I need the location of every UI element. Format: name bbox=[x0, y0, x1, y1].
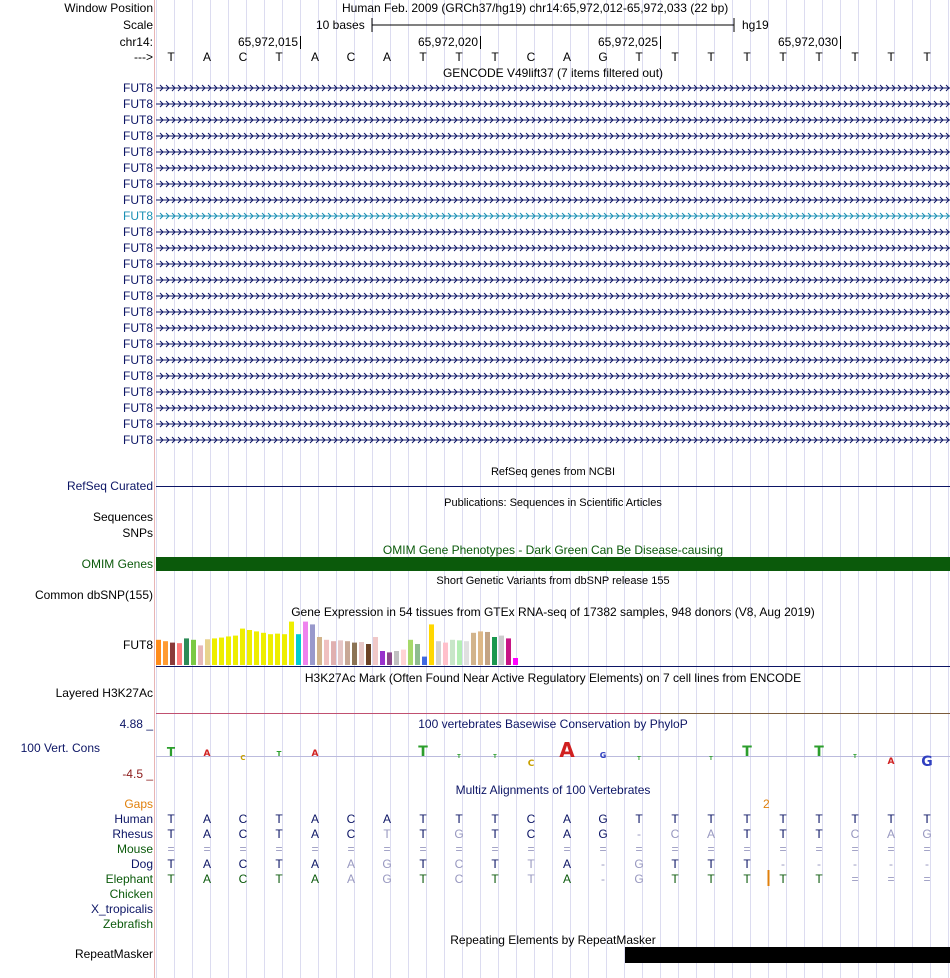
sequence-base: C bbox=[346, 50, 356, 64]
multiz-base: T bbox=[815, 812, 823, 826]
multiz-base: G bbox=[598, 812, 608, 826]
multiz-base: G bbox=[922, 827, 932, 841]
sequence-base: T bbox=[779, 50, 787, 64]
gencode-transcript-label[interactable]: FUT8 bbox=[123, 177, 153, 191]
multiz-base: C bbox=[238, 827, 248, 841]
phylop-logo: G bbox=[921, 754, 933, 770]
multiz-base: C bbox=[238, 872, 248, 886]
multiz-base: T bbox=[491, 812, 499, 826]
sequence-base: T bbox=[815, 50, 823, 64]
gtex-bar bbox=[191, 640, 196, 665]
multiz-base: = bbox=[527, 842, 535, 856]
multiz-base: T bbox=[815, 872, 823, 886]
gtex-bar bbox=[345, 641, 350, 665]
multiz-base: = bbox=[239, 842, 247, 856]
multiz-base: - bbox=[637, 827, 641, 841]
gtex-bar bbox=[380, 651, 385, 665]
multiz-base: = bbox=[311, 842, 319, 856]
multiz-base: T bbox=[419, 812, 427, 826]
multiz-base: T bbox=[743, 812, 751, 826]
multiz-base: A bbox=[562, 857, 571, 871]
multiz-base: C bbox=[238, 857, 248, 871]
sequence-base: C bbox=[526, 50, 536, 64]
gencode-transcript-label[interactable]: FUT8 bbox=[123, 369, 153, 383]
gtex-bar bbox=[212, 638, 217, 665]
multiz-base: T bbox=[671, 872, 679, 886]
gencode-transcript-label[interactable]: FUT8 bbox=[123, 353, 153, 367]
coord-label: 65,972,030 bbox=[777, 35, 838, 49]
gencode-transcript-label[interactable]: FUT8 bbox=[123, 385, 153, 399]
sequence-base: T bbox=[455, 50, 463, 64]
gap-count: 2 bbox=[763, 797, 770, 811]
gencode-transcript-label[interactable]: FUT8 bbox=[123, 321, 153, 335]
multiz-base: A bbox=[202, 857, 211, 871]
multiz-base: = bbox=[347, 842, 355, 856]
phylop-logo: T bbox=[493, 754, 497, 760]
gtex-bar bbox=[219, 638, 224, 665]
gtex-bar bbox=[226, 636, 231, 665]
multiz-base: T bbox=[167, 857, 175, 871]
phylop-logo: A bbox=[559, 738, 575, 762]
gtex-bar bbox=[331, 641, 336, 665]
multiz-base: - bbox=[925, 857, 929, 871]
phylop-logo: G bbox=[599, 751, 607, 760]
phylop-logo: T bbox=[276, 750, 282, 758]
multiz-base: C bbox=[526, 827, 536, 841]
multiz-base: C bbox=[526, 812, 536, 826]
gtex-bar bbox=[338, 640, 343, 665]
multiz-base: T bbox=[743, 827, 751, 841]
omim-track-label[interactable]: OMIM Genes bbox=[81, 557, 153, 571]
chrom-label: chr14: bbox=[119, 35, 153, 49]
multiz-base: T bbox=[779, 872, 787, 886]
multiz-base: - bbox=[853, 857, 857, 871]
sequence-base: G bbox=[598, 50, 608, 64]
phylop-logo: T bbox=[853, 754, 857, 760]
gaps-label: Gaps bbox=[124, 797, 153, 811]
multiz-base: T bbox=[743, 857, 751, 871]
phylop-logo: T bbox=[742, 744, 752, 760]
sequence-base: T bbox=[851, 50, 859, 64]
gtex-bar bbox=[198, 645, 203, 665]
multiz-base: A bbox=[202, 872, 211, 886]
gtex-track-label[interactable]: FUT8 bbox=[123, 638, 153, 652]
multiz-base: T bbox=[779, 827, 787, 841]
gtex-bar bbox=[394, 651, 399, 665]
multiz-base: A bbox=[562, 872, 571, 886]
gtex-bar bbox=[429, 624, 434, 665]
sequence-base: T bbox=[167, 50, 175, 64]
multiz-base: T bbox=[275, 872, 283, 886]
assembly-label: hg19 bbox=[742, 18, 769, 32]
multiz-base: T bbox=[707, 872, 715, 886]
multiz-base: C bbox=[238, 812, 248, 826]
multiz-base: T bbox=[743, 872, 751, 886]
gencode-transcript-label[interactable]: FUT8 bbox=[123, 289, 153, 303]
gtex-bar bbox=[506, 638, 511, 665]
gencode-transcript-label[interactable]: FUT8 bbox=[123, 337, 153, 351]
multiz-base: = bbox=[419, 842, 427, 856]
gtex-bar bbox=[156, 640, 161, 665]
coord-label: 65,972,025 bbox=[597, 35, 658, 49]
multiz-base: = bbox=[275, 842, 283, 856]
gtex-bar bbox=[408, 640, 413, 665]
multiz-base: = bbox=[815, 842, 823, 856]
gtex-bar bbox=[366, 644, 371, 665]
multiz-base: T bbox=[383, 827, 391, 841]
multiz-base: G bbox=[634, 872, 644, 886]
multiz-base: T bbox=[275, 827, 283, 841]
multiz-base: T bbox=[491, 857, 499, 871]
gtex-bar bbox=[170, 643, 175, 665]
sequence-base: T bbox=[887, 50, 895, 64]
multiz-base: = bbox=[887, 842, 895, 856]
multiz-base: T bbox=[707, 857, 715, 871]
multiz-base: A bbox=[706, 827, 715, 841]
multiz-species-label[interactable]: Elephant bbox=[105, 872, 153, 886]
multiz-base: C bbox=[346, 827, 356, 841]
gtex-bar bbox=[310, 624, 315, 665]
multiz-base: G bbox=[454, 827, 464, 841]
phylop-logo: T bbox=[709, 756, 713, 762]
gtex-bar bbox=[303, 622, 308, 665]
coord-label: 65,972,015 bbox=[237, 35, 298, 49]
gtex-bar bbox=[513, 658, 518, 665]
sequence-base: A bbox=[382, 50, 391, 64]
multiz-base: G bbox=[382, 857, 392, 871]
snps-track-label[interactable]: SNPs bbox=[122, 526, 153, 540]
multiz-base: = bbox=[923, 872, 931, 886]
gencode-transcript-label[interactable]: FUT8 bbox=[123, 401, 153, 415]
gencode-transcript-label[interactable]: FUT8 bbox=[123, 161, 153, 175]
multiz-base: T bbox=[887, 812, 895, 826]
multiz-base: = bbox=[563, 842, 571, 856]
gtex-bar bbox=[254, 631, 259, 665]
repeatmasker-track-title: Repeating Elements by RepeatMasker bbox=[450, 933, 656, 947]
dbsnp-track-label[interactable]: Common dbSNP(155) bbox=[34, 588, 153, 602]
h3k27ac-track-label[interactable]: Layered H3K27Ac bbox=[55, 686, 153, 700]
multiz-species-label[interactable]: Mouse bbox=[116, 842, 153, 856]
window-position-label: Window Position bbox=[64, 1, 153, 15]
gtex-bar bbox=[205, 639, 210, 665]
gtex-bar bbox=[163, 641, 168, 665]
gtex-bar bbox=[317, 637, 322, 665]
gencode-transcript-label[interactable]: FUT8 bbox=[123, 417, 153, 431]
multiz-base: A bbox=[310, 872, 319, 886]
multiz-base: = bbox=[743, 842, 751, 856]
multiz-base: A bbox=[346, 872, 355, 886]
gtex-bar bbox=[261, 633, 266, 665]
phylop-logo: C bbox=[527, 759, 535, 769]
phylop-max-label: 4.88 _ bbox=[119, 717, 153, 731]
gencode-transcript-label[interactable]: FUT8 bbox=[123, 145, 153, 159]
multiz-base: = bbox=[203, 842, 211, 856]
sequence-base: T bbox=[707, 50, 715, 64]
multiz-base: A bbox=[886, 827, 895, 841]
multiz-base: A bbox=[202, 812, 211, 826]
gtex-bar bbox=[233, 636, 238, 665]
multiz-base: T bbox=[527, 857, 535, 871]
gtex-bar bbox=[485, 632, 490, 665]
sequence-base: A bbox=[202, 50, 211, 64]
multiz-base: = bbox=[887, 872, 895, 886]
sequence-base: T bbox=[491, 50, 499, 64]
multiz-species-label[interactable]: Dog bbox=[130, 857, 153, 871]
multiz-base: = bbox=[851, 872, 859, 886]
omim-bar bbox=[156, 557, 950, 571]
gencode-transcript-label[interactable]: FUT8 bbox=[123, 241, 153, 255]
scale-text: 10 bases bbox=[316, 18, 365, 32]
multiz-base: T bbox=[491, 827, 499, 841]
multiz-base: = bbox=[455, 842, 463, 856]
multiz-base: T bbox=[419, 827, 427, 841]
multiz-base: T bbox=[491, 872, 499, 886]
multiz-species-label[interactable]: Human bbox=[114, 812, 153, 826]
multiz-base: = bbox=[923, 842, 931, 856]
gtex-bar bbox=[499, 636, 504, 665]
phylop-min-label: -4.5 _ bbox=[122, 767, 153, 781]
repeatmasker-track-label[interactable]: RepeatMasker bbox=[74, 947, 153, 961]
phylop-logo: T bbox=[418, 744, 428, 760]
gtex-bar bbox=[240, 629, 245, 665]
multiz-base: = bbox=[851, 842, 859, 856]
gencode-transcript-label[interactable]: FUT8 bbox=[123, 225, 153, 239]
multiz-species-label[interactable]: Chicken bbox=[109, 887, 153, 901]
multiz-base: T bbox=[419, 872, 427, 886]
gtex-track-title: Gene Expression in 54 tissues from GTEx RNA-seq of 17382 samples, 948 donors (V8, Aug 2019) bbox=[291, 605, 815, 619]
phylop-logo: T bbox=[637, 756, 641, 762]
multiz-base: T bbox=[167, 827, 175, 841]
gtex-bar bbox=[184, 638, 189, 665]
multiz-base: = bbox=[779, 842, 787, 856]
gtex-bar bbox=[471, 633, 476, 665]
strand-label: ---> bbox=[134, 50, 153, 64]
gtex-bar bbox=[275, 634, 280, 665]
h3k27ac-track-title: H3K27Ac Mark (Often Found Near Active Regulatory Elements) on 7 cell lines from ENCODE bbox=[304, 671, 802, 685]
multiz-base: T bbox=[275, 857, 283, 871]
multiz-base: T bbox=[851, 812, 859, 826]
gtex-bar bbox=[247, 630, 252, 665]
multiz-track-title: Multiz Alignments of 100 Vertebrates bbox=[455, 783, 651, 797]
multiz-base: = bbox=[167, 842, 175, 856]
sequences-track-label[interactable]: Sequences bbox=[92, 510, 153, 524]
gtex-bar bbox=[352, 643, 357, 665]
gtex-bar bbox=[443, 643, 448, 665]
multiz-base: C bbox=[670, 827, 680, 841]
phylop-logo: T bbox=[166, 745, 176, 759]
multiz-base: T bbox=[923, 812, 931, 826]
phylop-logo: C bbox=[240, 754, 246, 762]
multiz-base: - bbox=[781, 857, 785, 871]
gencode-transcript-label[interactable]: FUT8 bbox=[123, 113, 153, 127]
sequence-base: T bbox=[743, 50, 751, 64]
gtex-bar bbox=[457, 640, 462, 665]
gencode-transcript-label[interactable]: FUT8 bbox=[123, 257, 153, 271]
sequence-base: T bbox=[923, 50, 931, 64]
multiz-base: T bbox=[527, 872, 535, 886]
sequence-base: T bbox=[275, 50, 283, 64]
gtex-bar bbox=[282, 634, 287, 665]
multiz-base: T bbox=[671, 812, 679, 826]
multiz-base: T bbox=[671, 857, 679, 871]
multiz-base: = bbox=[707, 842, 715, 856]
multiz-base: A bbox=[310, 827, 319, 841]
sequence-base: A bbox=[310, 50, 319, 64]
multiz-base: = bbox=[383, 842, 391, 856]
gencode-transcript-label[interactable]: FUT8 bbox=[123, 81, 153, 95]
multiz-base: T bbox=[455, 812, 463, 826]
scale-label: Scale bbox=[122, 18, 153, 32]
phylop-logo: T bbox=[814, 744, 824, 760]
gtex-bar bbox=[296, 634, 301, 665]
gtex-bar bbox=[492, 637, 497, 665]
sequence-base: T bbox=[671, 50, 679, 64]
gtex-bar bbox=[373, 637, 378, 665]
multiz-base: = bbox=[491, 842, 499, 856]
multiz-base: G bbox=[382, 872, 392, 886]
refseq-track-label[interactable]: RefSeq Curated bbox=[66, 479, 153, 493]
multiz-base: A bbox=[310, 812, 319, 826]
gencode-transcript-label[interactable]: FUT8 bbox=[123, 193, 153, 207]
multiz-base: = bbox=[671, 842, 679, 856]
gtex-bar bbox=[268, 634, 273, 665]
multiz-base: C bbox=[454, 857, 464, 871]
gtex-bar bbox=[436, 641, 441, 665]
multiz-base: T bbox=[815, 827, 823, 841]
multiz-base: A bbox=[562, 827, 571, 841]
multiz-base: T bbox=[275, 812, 283, 826]
gencode-transcript-label[interactable]: FUT8 bbox=[123, 305, 153, 319]
gtex-bar bbox=[177, 643, 182, 665]
multiz-base: T bbox=[635, 812, 643, 826]
gtex-bar bbox=[401, 650, 406, 665]
multiz-base: - bbox=[817, 857, 821, 871]
gtex-bar bbox=[359, 642, 364, 665]
publications-track-title: Publications: Sequences in Scientific Articles bbox=[444, 497, 662, 509]
multiz-base: A bbox=[346, 857, 355, 871]
multiz-base: T bbox=[419, 857, 427, 871]
refseq-track-title: RefSeq genes from NCBI bbox=[490, 466, 616, 478]
gtex-bar bbox=[464, 641, 469, 665]
phylop-track-title: 100 vertebrates Basewise Conservation by PhyloP bbox=[418, 717, 688, 731]
dbsnp-track-title: Short Genetic Variants from dbSNP release 155 bbox=[436, 575, 670, 587]
multiz-species-label[interactable]: Zebrafish bbox=[102, 917, 153, 931]
repeatmasker-element bbox=[625, 947, 950, 963]
multiz-base: - bbox=[601, 857, 605, 871]
gtex-bar bbox=[387, 652, 392, 665]
multiz-base: G bbox=[634, 857, 644, 871]
gtex-bar bbox=[450, 640, 455, 665]
multiz-species-label[interactable]: X_tropicalis bbox=[90, 902, 153, 916]
sequence-base: A bbox=[562, 50, 571, 64]
gencode-transcript-label[interactable]: FUT8 bbox=[123, 97, 153, 111]
multiz-base: = bbox=[635, 842, 643, 856]
phylop-logo: A bbox=[203, 749, 211, 759]
multiz-base: G bbox=[598, 827, 608, 841]
multiz-base: T bbox=[707, 812, 715, 826]
gencode-transcript-label[interactable]: FUT8 bbox=[123, 129, 153, 143]
multiz-base: A bbox=[382, 812, 391, 826]
gencode-transcript-label[interactable]: FUT8 bbox=[123, 433, 153, 447]
phylop-track-label[interactable]: 100 Vert. Cons bbox=[20, 741, 100, 755]
multiz-base: T bbox=[167, 872, 175, 886]
multiz-base: - bbox=[889, 857, 893, 871]
sequence-base: T bbox=[635, 50, 643, 64]
multiz-base: A bbox=[562, 812, 571, 826]
multiz-base: C bbox=[346, 812, 356, 826]
gtex-bar bbox=[324, 640, 329, 665]
multiz-base: C bbox=[454, 872, 464, 886]
multiz-base: A bbox=[202, 827, 211, 841]
omim-track-title: OMIM Gene Phenotypes - Dark Green Can Be Disease-causing bbox=[382, 543, 724, 557]
multiz-base: - bbox=[601, 872, 605, 886]
phylop-logo: A bbox=[311, 749, 319, 759]
gtex-bar bbox=[289, 622, 294, 665]
gtex-bar bbox=[415, 644, 420, 665]
coord-label: 65,972,020 bbox=[417, 35, 478, 49]
sequence-base: C bbox=[238, 50, 248, 64]
multiz-species-label[interactable]: Rhesus bbox=[112, 827, 153, 841]
gencode-transcript-label[interactable]: FUT8 bbox=[123, 209, 153, 223]
window-position-value: Human Feb. 2009 (GRCh37/hg19) chr14:65,972,012-65,972,033 (22 bp) bbox=[342, 1, 729, 15]
sequence-base: T bbox=[419, 50, 427, 64]
multiz-base: T bbox=[779, 812, 787, 826]
gencode-track-title: GENCODE V49lift37 (7 items filtered out) bbox=[442, 66, 664, 80]
multiz-base: C bbox=[850, 827, 860, 841]
multiz-base: A bbox=[310, 857, 319, 871]
gtex-bar bbox=[422, 657, 427, 665]
multiz-base: T bbox=[167, 812, 175, 826]
gtex-bar bbox=[478, 631, 483, 665]
gencode-transcript-label[interactable]: FUT8 bbox=[123, 273, 153, 287]
multiz-base: = bbox=[599, 842, 607, 856]
phylop-logo: T bbox=[457, 754, 461, 760]
phylop-logo: A bbox=[887, 757, 895, 767]
